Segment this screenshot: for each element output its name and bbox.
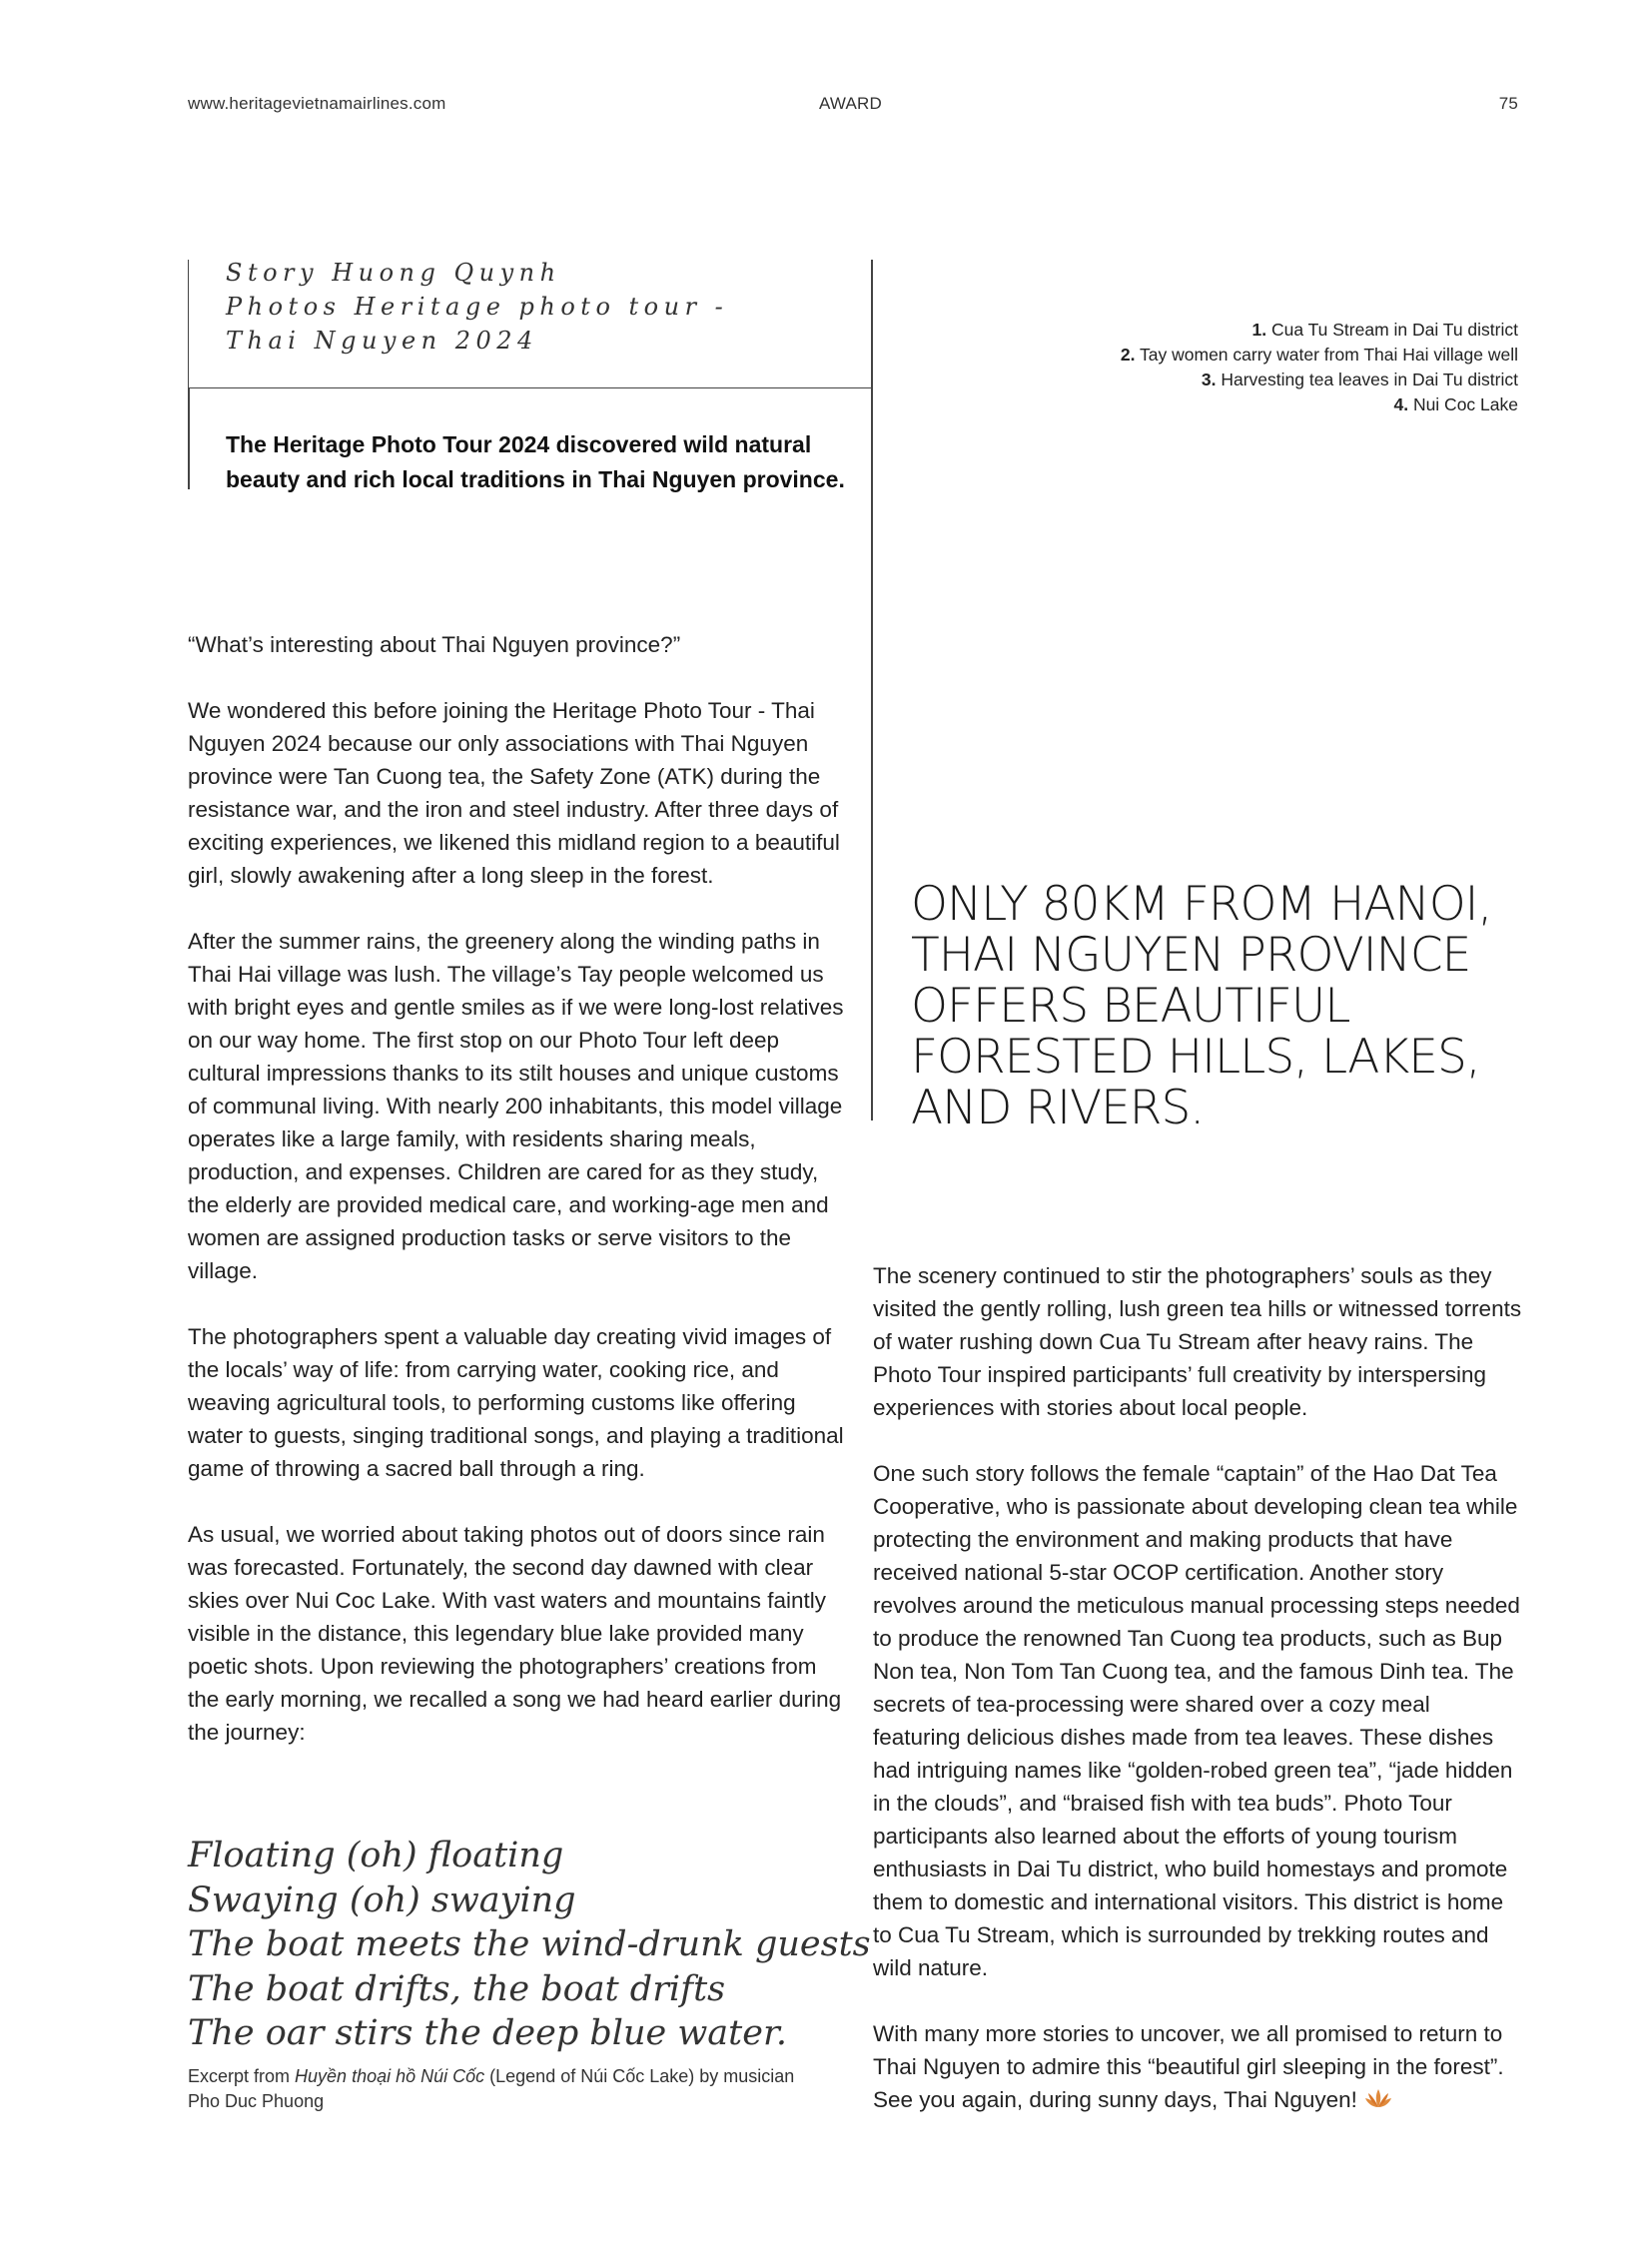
credits: [226, 256, 745, 358]
body-paragraph: “What’s interesting about Thai Nguyen province?”: [188, 632, 681, 657]
caption-item: 1. Cua Tu Stream in Dai Tu district: [1251, 320, 1518, 340]
lyrics-attribution: Excerpt from Huyền thoại hồ Núi Cốc (Legend of Núi Cốc Lake) by musician Pho Duc Phuong: [188, 2066, 795, 2111]
body-paragraph: The photographers spent a valuable day creating vivid images of the locals’ way of life: from carrying water, cooking rice, and weaving agricultural tools, to performing customs like offering water to guests, singing traditional songs, and playing a traditional game of throwing a sacred ball through a ring.: [188, 1324, 844, 1481]
page-number: 75: [1498, 94, 1518, 113]
body-paragraph: The scenery continued to stir the photographers’ souls as they visited the gently rolling, lush green tea hills or witnessed torrents of water rushing down Cua Tu Stream after heavy rains. The Photo Tour inspired participants’ full creativity by interspersing experiences with stories about local people.: [873, 1263, 1522, 1420]
song-lyrics: [188, 1834, 871, 2056]
body-paragraph: We wondered this before joining the Heritage Photo Tour - Thai Nguyen 2024 because our only associations with Thai Nguyen province were Tan Cuong tea, the Safety Zone (ATK) during the resistance war, and the iron and steel industry. After three days of exciting experiences, we likened this midland region to a beautiful girl, slowly awakening after a long sleep in the forest.: [188, 698, 840, 888]
credit-story: Story Huong Quynh: [226, 259, 561, 287]
credit-photos: Photos Heritage photo tour -: [226, 293, 729, 321]
body-paragraph: One such story follows the female “captain” of the Hao Dat Tea Cooperative, who is passionate about developing clean tea while protecting the environment and making products that have received national 5-star OCOP certification. Another story revolves around the meticulous manual processing steps needed to produce the renowned Tan Cuong tea products, such as Bup Non tea, Non Tom Tan Cuong tea, and the famous Dinh tea. The secrets of tea-processing were shared over a cozy meal featuring delicious dishes made from tea leaves. These dishes had intriguing names like “golden-robed green tea”, “jade hidden in the clouds”, and “braised fish with tea buds”. Photo Tour participants also learned about the efforts of young tourism enthusiasts in Dai Tu district, who build homestays and promote them to domestic and international visitors. This district is home to Cua Tu Stream, which is surrounded by trekking routes and wild nature.: [873, 1461, 1520, 1980]
lead-paragraph: The Heritage Photo Tour 2024 discovered wild natural beauty and rich local traditions in Thai Nguyen province.: [226, 431, 845, 492]
caption-item: 4. Nui Coc Lake: [1393, 394, 1518, 414]
caption-item: 2. Tay women carry water from Thai Hai village well: [1120, 345, 1518, 365]
section-label: AWARD: [819, 94, 883, 113]
lotus-icon: [1363, 2086, 1393, 2119]
site-url: www.heritagevietnamairlines.com: [188, 94, 446, 113]
caption-item: 3. Harvesting tea leaves in Dai Tu district: [1201, 370, 1518, 389]
left-column: [188, 628, 847, 1782]
body-paragraph: After the summer rains, the greenery along the winding paths in Thai Hai village was lush. The village’s Tay people welcomed us with bright eyes and gentle smiles as if we were long-lost relatives on our way home. The first stop on our Photo Tour left deep cultural impressions thanks to its stilt houses and unique customs of communal living. With nearly 200 inhabitants, this model village operates like a large family, with residents sharing meals, production, and expenses. Children are cared for as they study, the elderly are provided medical care, and working-age men and women are assigned production tasks or serve visitors to the village.: [188, 929, 844, 1283]
lyric-line: The boat meets the wind-drunk guests: [188, 1924, 871, 1964]
right-column: [873, 1259, 1522, 2152]
body-paragraph: With many more stories to uncover, we all promised to return to Thai Nguyen to admire this “beautiful girl sleeping in the forest”. See you again, during sunny days, Thai Nguyen!: [873, 2017, 1522, 2119]
lyric-line: Swaying (oh) swaying: [188, 1879, 576, 1920]
lyric-line: Floating (oh) floating: [188, 1836, 564, 1875]
body-paragraph: As usual, we worried about taking photos out of doors since rain was forecasted. Fortunately, the second day dawned with clear skies over Nui Coc Lake. With vast waters and mountains faintly visible in the distance, this legendary blue lake provided many poetic shots. Upon reviewing the photographers’ creations from the early morning, we recalled a song we had heard earlier during the journey:: [188, 1522, 842, 1745]
lyric-line: The boat drifts, the boat drifts: [188, 1968, 726, 2009]
photo-captions: [1121, 318, 1518, 417]
credit-photos-cont: Thai Nguyen 2024: [226, 327, 538, 355]
lyric-line: The oar stirs the deep blue water.: [188, 2013, 787, 2053]
lead-divider: [188, 387, 190, 489]
song-title: Huyền thoại hồ Núi Cốc: [295, 2066, 485, 2086]
column-divider: [871, 260, 873, 1120]
pull-quote: ONLY 80KM FROM HANOI, THAI NGUYEN PROVINCE OFFERS BEAUTIFUL FORESTED HILLS, LAKES, AND RIVERS.: [911, 877, 1492, 1135]
